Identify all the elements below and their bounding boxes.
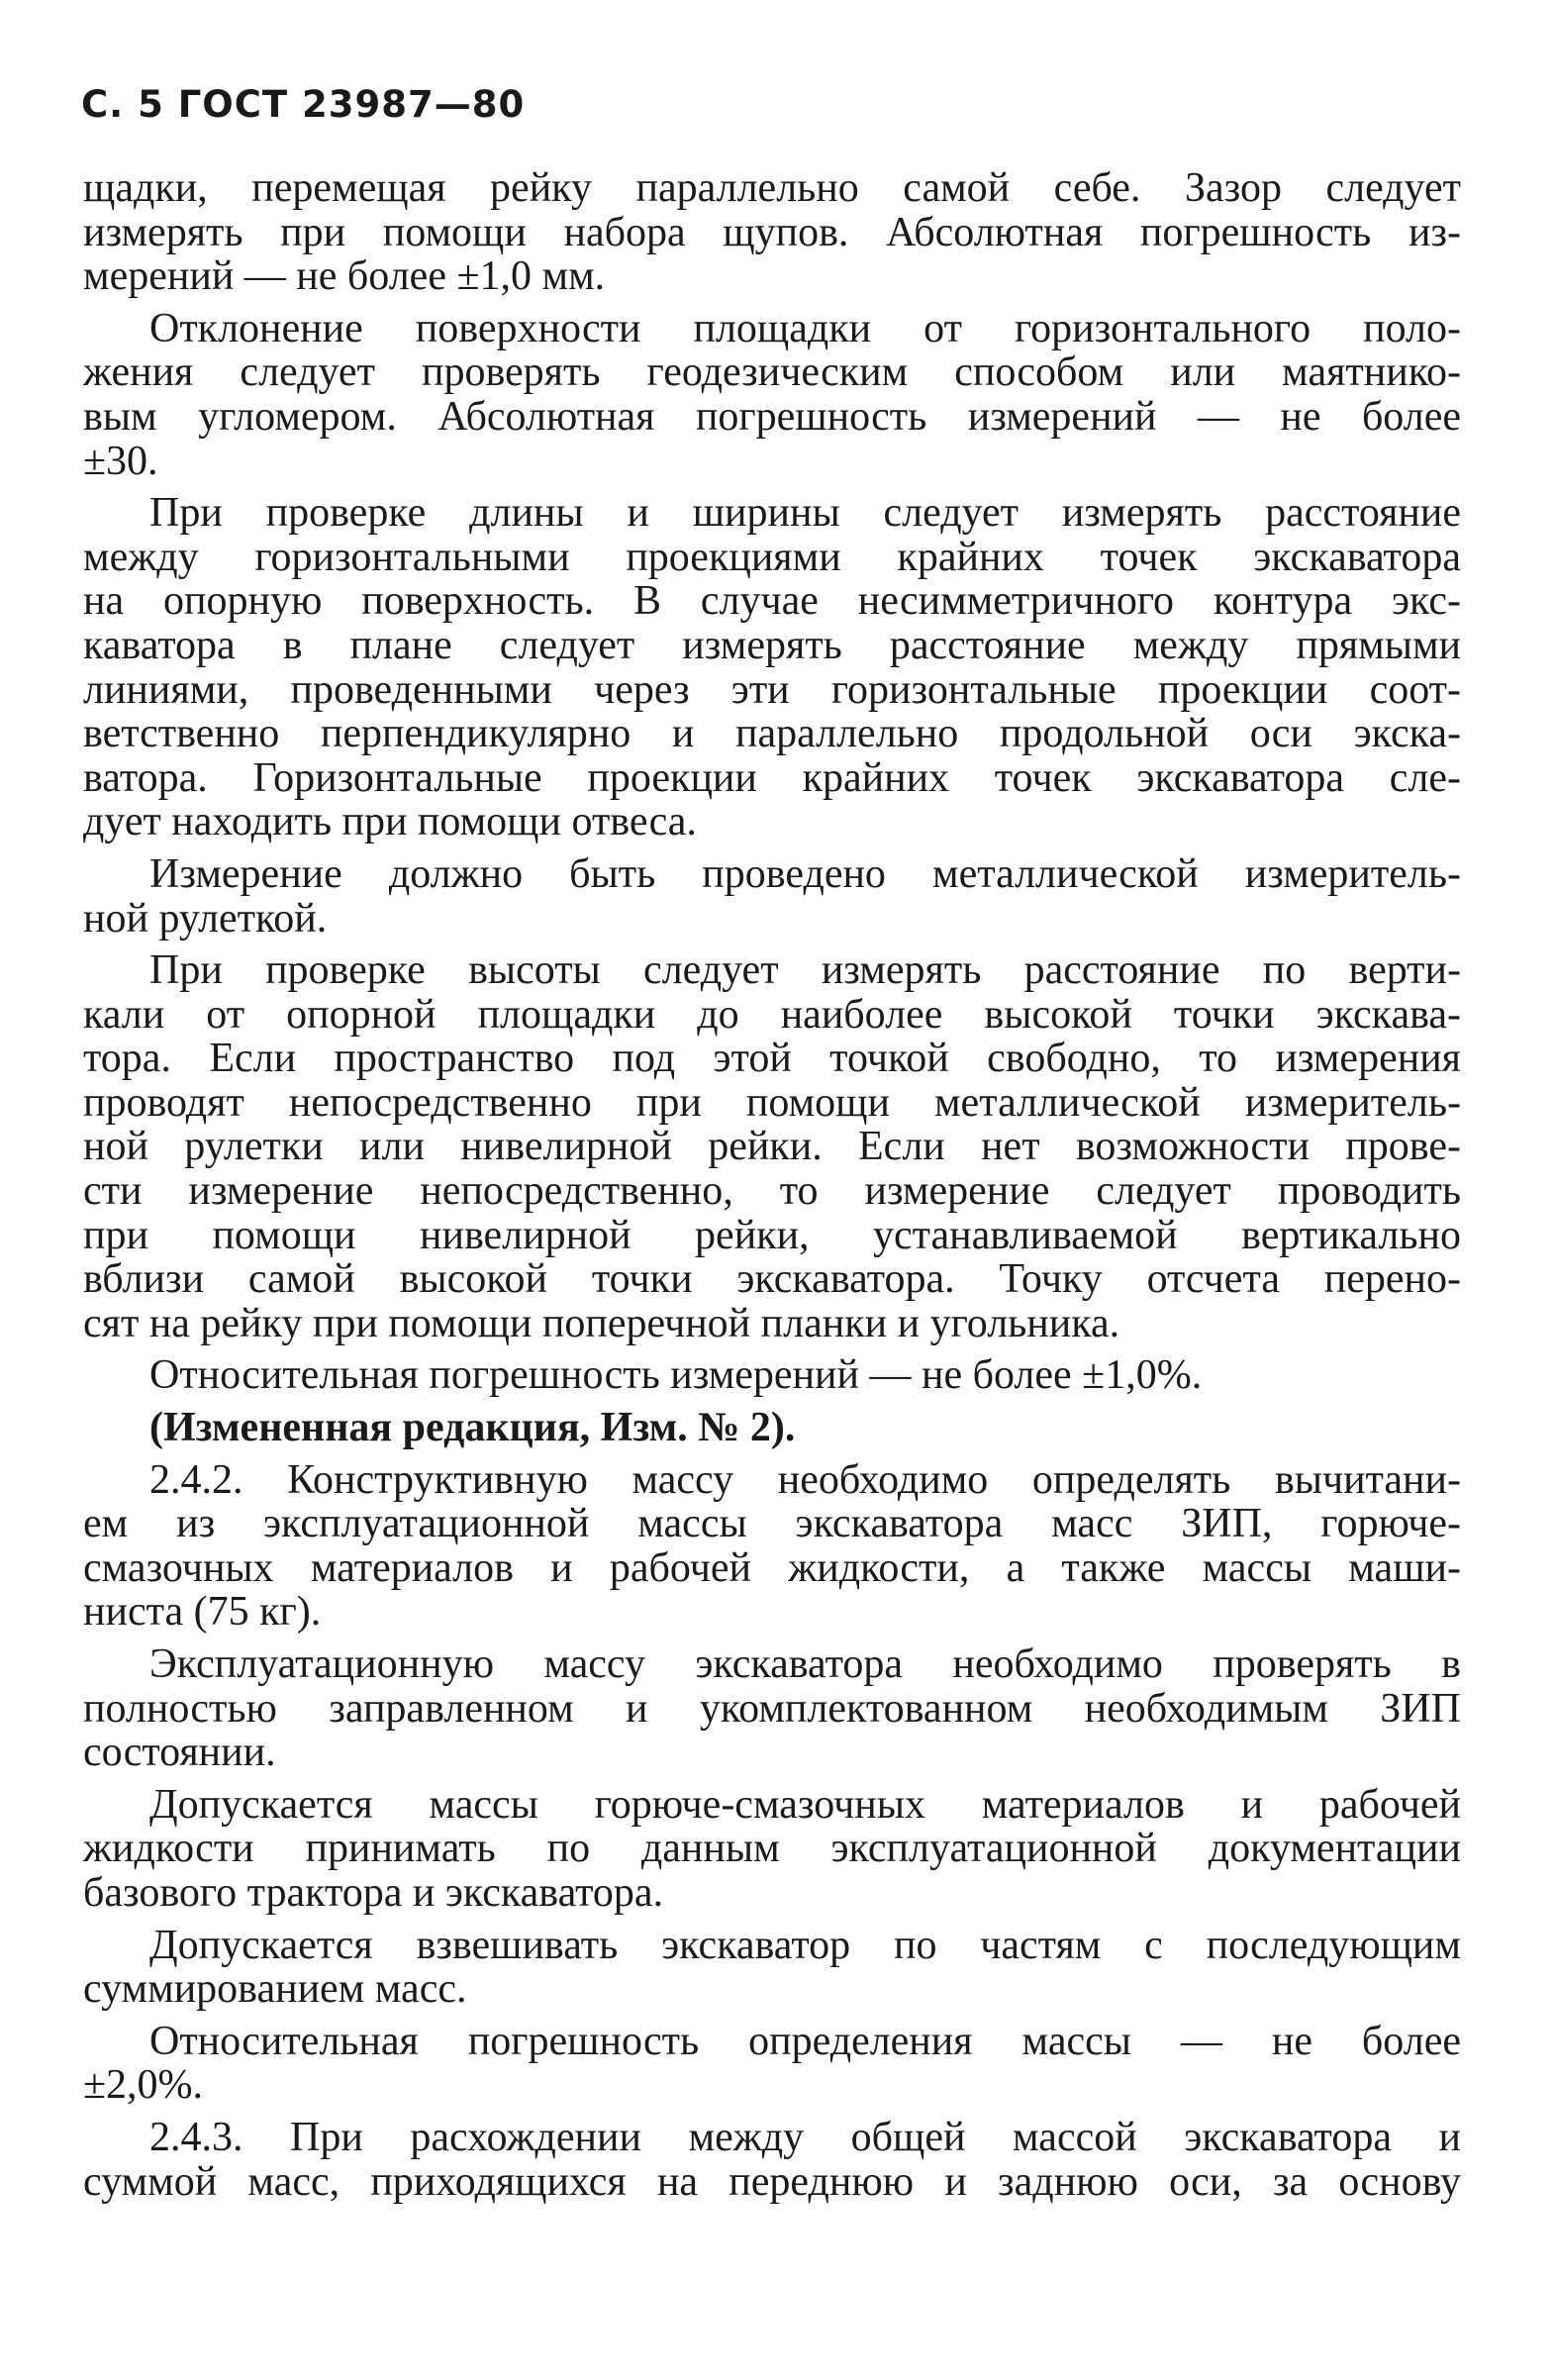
text-line: измерять при помощи набора щупов. Абсолютная погрешность из- <box>83 209 1461 255</box>
text-line: базового трактора и экскаватора. <box>83 1869 664 1916</box>
text-line: на опорную поверхность. В случае несимметричного контура экс- <box>83 578 1461 625</box>
text-line: (Измененная редакция, Изм. № 2). <box>149 1405 796 1451</box>
text-line: каватора в плане следует измерять расстояние между прямыми <box>83 622 1461 668</box>
paragraph <box>83 2020 1461 2108</box>
paragraph <box>83 852 1461 941</box>
text-line: жидкости принимать по данным эксплуатационной документации <box>83 1826 1461 1872</box>
text-line: сти измерение непосредственно, то измерение следует проводить <box>83 1168 1461 1215</box>
text-line: жения следует проверять геодезическим способом или маятнико- <box>83 349 1461 396</box>
text-line: вым угломером. Абсолютная погрешность измерений — не более <box>83 393 1461 440</box>
text-line: Отклонение поверхности площадки от горизонтального поло- <box>149 305 1461 351</box>
amendment-note <box>83 1406 1461 1450</box>
paragraph <box>83 1458 1461 1635</box>
text-line: ±2,0%. <box>83 2062 204 2109</box>
text-line: линиями, проведенными через эти горизонтальные проекции соот- <box>83 666 1461 713</box>
text-line: При проверке длины и ширины следует измерять расстояние <box>149 490 1461 537</box>
text-line: между горизонтальными проекциями крайних точек экскаватора <box>83 534 1461 580</box>
paragraph <box>83 2116 1461 2204</box>
paragraph <box>83 1783 1461 1916</box>
text-line: При проверке высоты следует измерять расстояние по верти- <box>149 947 1461 994</box>
text-line: при помощи нивелирной рейки, устанавливаемой вертикально <box>83 1212 1461 1258</box>
text-line: Измерение должно быть проведено металлической измеритель- <box>149 850 1461 897</box>
text-line: Допускается массы горюче-смазочных материалов и рабочей <box>149 1781 1461 1828</box>
text-line: кали от опорной площадки до наиболее высокой точки экскава- <box>83 991 1461 1038</box>
text-line: Допускается взвешивать экскаватор по частям с последующим <box>149 1922 1461 1968</box>
text-line: 2.4.2. Конструктивную массу необходимо определять вычитани- <box>149 1456 1461 1503</box>
text-line: вблизи самой высокой точки экскаватора. Точку отсчета перено- <box>83 1256 1461 1303</box>
paragraph <box>83 1642 1461 1775</box>
text-line: смазочных материалов и рабочей жидкости, а также массы маши- <box>83 1544 1461 1591</box>
paragraph <box>83 1924 1461 2012</box>
paragraph <box>83 491 1461 844</box>
text-line: ем из эксплуатационной массы экскаватора масс ЗИП, горюче- <box>83 1501 1461 1547</box>
text-line: состоянии. <box>83 1730 276 1776</box>
paragraph <box>83 948 1461 1345</box>
text-line: Относительная погрешность определения массы — не более <box>149 2018 1461 2064</box>
text-line: Относительная погрешность измерений — не более ±1,0%. <box>149 1352 1203 1399</box>
text-line: сят на рейку при помощи поперечной планки и угольника. <box>83 1300 1120 1346</box>
running-head: С. 5 ГОСТ 23987—80 <box>81 83 526 126</box>
text-line: тора. Если пространство под этой точкой свободно, то измерения <box>83 1036 1461 1082</box>
text-line: 2.4.3. При расхождении между общей массой экскаватора и <box>149 2114 1461 2160</box>
text-line: суммированием масс. <box>83 1966 467 2013</box>
text-line: мерений — не более ±1,0 мм. <box>83 253 606 300</box>
text-line: суммой масс, приходящихся на переднюю и заднюю оси, за основу <box>83 2158 1461 2205</box>
text-line: ной рулеткой. <box>83 895 328 942</box>
text-line: ной рулетки или нивелирной рейки. Если нет возможности прове- <box>83 1124 1461 1170</box>
paragraph <box>83 166 1461 299</box>
paragraph <box>83 1353 1461 1398</box>
text-line: ватора. Горизонтальные проекции крайних точек экскаватора сле- <box>83 754 1461 801</box>
text-line: проводят непосредственно при помощи металлической измеритель- <box>83 1079 1461 1126</box>
text-line: щадки, перемещая рейку параллельно самой себе. Зазор следует <box>83 165 1461 211</box>
text-line: ветственно перпендикулярно и параллельно продольной оси экска- <box>83 711 1461 757</box>
text-line: полностью заправленном и укомплектованном необходимым ЗИП <box>83 1685 1461 1732</box>
text-line: ниста (75 кг). <box>83 1589 322 1636</box>
text-line: дует находить при помощи отвеса. <box>83 799 697 845</box>
body-text <box>83 166 1461 2212</box>
text-line: Эксплуатационную массу экскаватора необходимо проверять в <box>149 1641 1461 1687</box>
text-line: ±30. <box>83 438 158 484</box>
paragraph <box>83 307 1461 483</box>
